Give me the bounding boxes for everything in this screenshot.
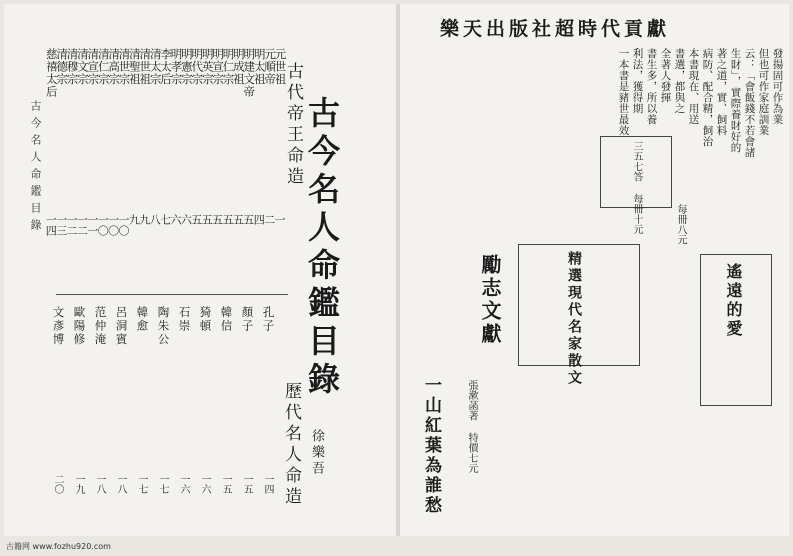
emperor-page: 一〇 — [96, 214, 110, 236]
famous-page: 一七 — [157, 474, 168, 494]
emperor-page: 五 — [221, 214, 234, 225]
site-watermark: 古籍网 www.fozhu920.com — [6, 542, 111, 551]
emperor-name: 清世祖 — [138, 48, 153, 86]
famous-name: 猗頓 — [198, 306, 213, 333]
emperor-page: 五 — [241, 214, 255, 225]
emperor-page: 八 — [148, 214, 162, 225]
famous-name: 陶朱公 — [156, 306, 171, 347]
author-name: 徐樂吾 — [309, 429, 324, 477]
famous-name: 石崇 — [177, 306, 192, 333]
book-title-maple: 一山紅葉為誰愁 — [421, 376, 441, 516]
scanned-spread — [4, 4, 789, 536]
ad-intro-line: 云：「會飯錢不若會諸 — [743, 48, 756, 158]
famous-page: 一八 — [115, 474, 126, 494]
emperor-page: 五 — [189, 214, 203, 225]
famous-page: 一七 — [136, 474, 147, 494]
famous-page: 二〇 — [52, 474, 63, 494]
emperor-name: 清德宗 — [55, 48, 70, 86]
price-text: 三五七答 每冊十元 — [631, 141, 642, 235]
advertisement-page — [400, 4, 789, 536]
famous-name: 韓愈 — [135, 306, 150, 333]
famous-page: 一五 — [220, 474, 231, 494]
emperor-page: 六 — [169, 214, 182, 225]
famous-page: 一六 — [178, 474, 189, 494]
emperor-page: 九 — [137, 214, 151, 225]
ad-intro-line: 一本書是豬世最效 — [617, 48, 630, 136]
famous-name: 范仲淹 — [93, 306, 108, 347]
famous-page: 一八 — [94, 474, 105, 494]
emperor-page: 五 — [210, 214, 224, 225]
emperor-name: 明宣宗 — [211, 48, 226, 86]
emperor-name: 清世宗 — [117, 48, 132, 86]
book-title-inspiration: 勵志文獻 — [478, 254, 502, 346]
emperor-page: 一二 — [65, 214, 78, 236]
emperor-name: 明英宗 — [200, 48, 215, 86]
emperor-name: 清宣宗 — [86, 48, 101, 86]
emperor-name: 明孝宗 — [169, 48, 184, 86]
page-title: 古今名人命鑑目錄 — [303, 96, 341, 400]
famous-page: 一五 — [241, 474, 252, 494]
emperor-page: 二 — [262, 214, 276, 225]
emperor-name: 清高宗 — [107, 48, 122, 86]
emperor-name: 清文宗 — [75, 48, 90, 86]
section-title-famous: 歷代名人命造 — [281, 382, 301, 508]
ad-intro-line: 但也可作家庭訓業 — [757, 48, 770, 136]
ad-intro-line: 病防、配合精，飼治 — [701, 48, 714, 147]
emperor-page: 五 — [231, 214, 245, 225]
ad-intro-line: 生財」，實際養財好的 — [729, 48, 742, 153]
emperor-page: 七 — [158, 214, 172, 225]
emperor-name: 清太宗 — [148, 48, 163, 86]
ad-intro-line: 書生多，所以養 — [645, 48, 658, 125]
emperor-name: 明代宗 — [190, 48, 205, 86]
emperor-page: 一〇 — [117, 214, 130, 236]
emperor-page: 一一 — [85, 214, 99, 236]
book-title-love: 遙遠的愛 — [724, 263, 743, 339]
famous-page: 一九 — [73, 474, 84, 494]
emperor-page: 九 — [127, 214, 141, 225]
emperor-page: 六 — [179, 214, 193, 225]
emperor-page: 一二 — [75, 214, 89, 236]
famous-name: 呂洞賓 — [114, 306, 129, 347]
emperor-page: 一四 — [44, 214, 58, 236]
famous-name: 歐陽修 — [72, 306, 87, 347]
emperor-name: 慈禧太后 — [44, 48, 59, 98]
ad-intro-line: 全著人發揮 — [659, 48, 672, 103]
famous-page: 一六 — [199, 474, 210, 494]
famous-name: 文彥博 — [51, 306, 66, 347]
price-box — [600, 136, 672, 235]
emperor-page: 五 — [200, 214, 214, 225]
emperor-name: 明太祖 — [252, 48, 267, 86]
ad-intro-line: 書選，都與之 — [673, 48, 686, 114]
ad-header: 樂天出版社超時代貢獻 — [440, 18, 671, 40]
famous-name: 韓信 — [219, 306, 234, 333]
famous-page: 一四 — [262, 474, 273, 494]
emperor-name: 明仁宗 — [221, 48, 236, 86]
emperor-name: 李太后 — [159, 48, 174, 86]
emperor-name: 元世祖 — [273, 48, 288, 86]
ad-intro-line: 發揚固可作為業 — [771, 48, 784, 125]
ad-intro-line: 利法，獲得期 — [631, 48, 644, 114]
emperor-name: 清穆宗 — [65, 48, 80, 86]
author-note: 張漱菡著 特價七元 — [466, 380, 477, 474]
emperor-name: 清仁宗 — [96, 48, 111, 86]
ad-intro-line: 著之道，實、飼料 — [715, 48, 728, 136]
side-label: 古今名人命鑑目錄 — [29, 100, 42, 236]
emperor-name: 清聖祖 — [127, 48, 142, 86]
book-title-anthology: 精選現代名家散文 — [566, 251, 582, 387]
famous-name: 顏子 — [240, 306, 255, 333]
emperor-name: 明成祖 — [231, 48, 246, 86]
emperor-page: 一三 — [54, 214, 68, 236]
ad-intro-line: 本書現在、用送 — [687, 48, 700, 125]
price-note: 每冊八元 — [675, 204, 686, 246]
emperor-page: 一 — [273, 214, 286, 225]
emperor-page: 一〇 — [106, 214, 120, 236]
emperor-name: 元順帝 — [263, 48, 278, 86]
section-title-emperors: 古代帝王命造 — [283, 62, 303, 188]
anthology-box — [518, 244, 640, 387]
love-book-box — [700, 254, 772, 406]
emperor-page: 四 — [252, 214, 266, 225]
emperor-name: 明憲宗 — [179, 48, 194, 86]
emperor-name: 明建文帝 — [242, 48, 257, 98]
famous-name: 孔子 — [261, 306, 276, 333]
divider — [56, 294, 288, 295]
contents-page — [4, 4, 397, 536]
